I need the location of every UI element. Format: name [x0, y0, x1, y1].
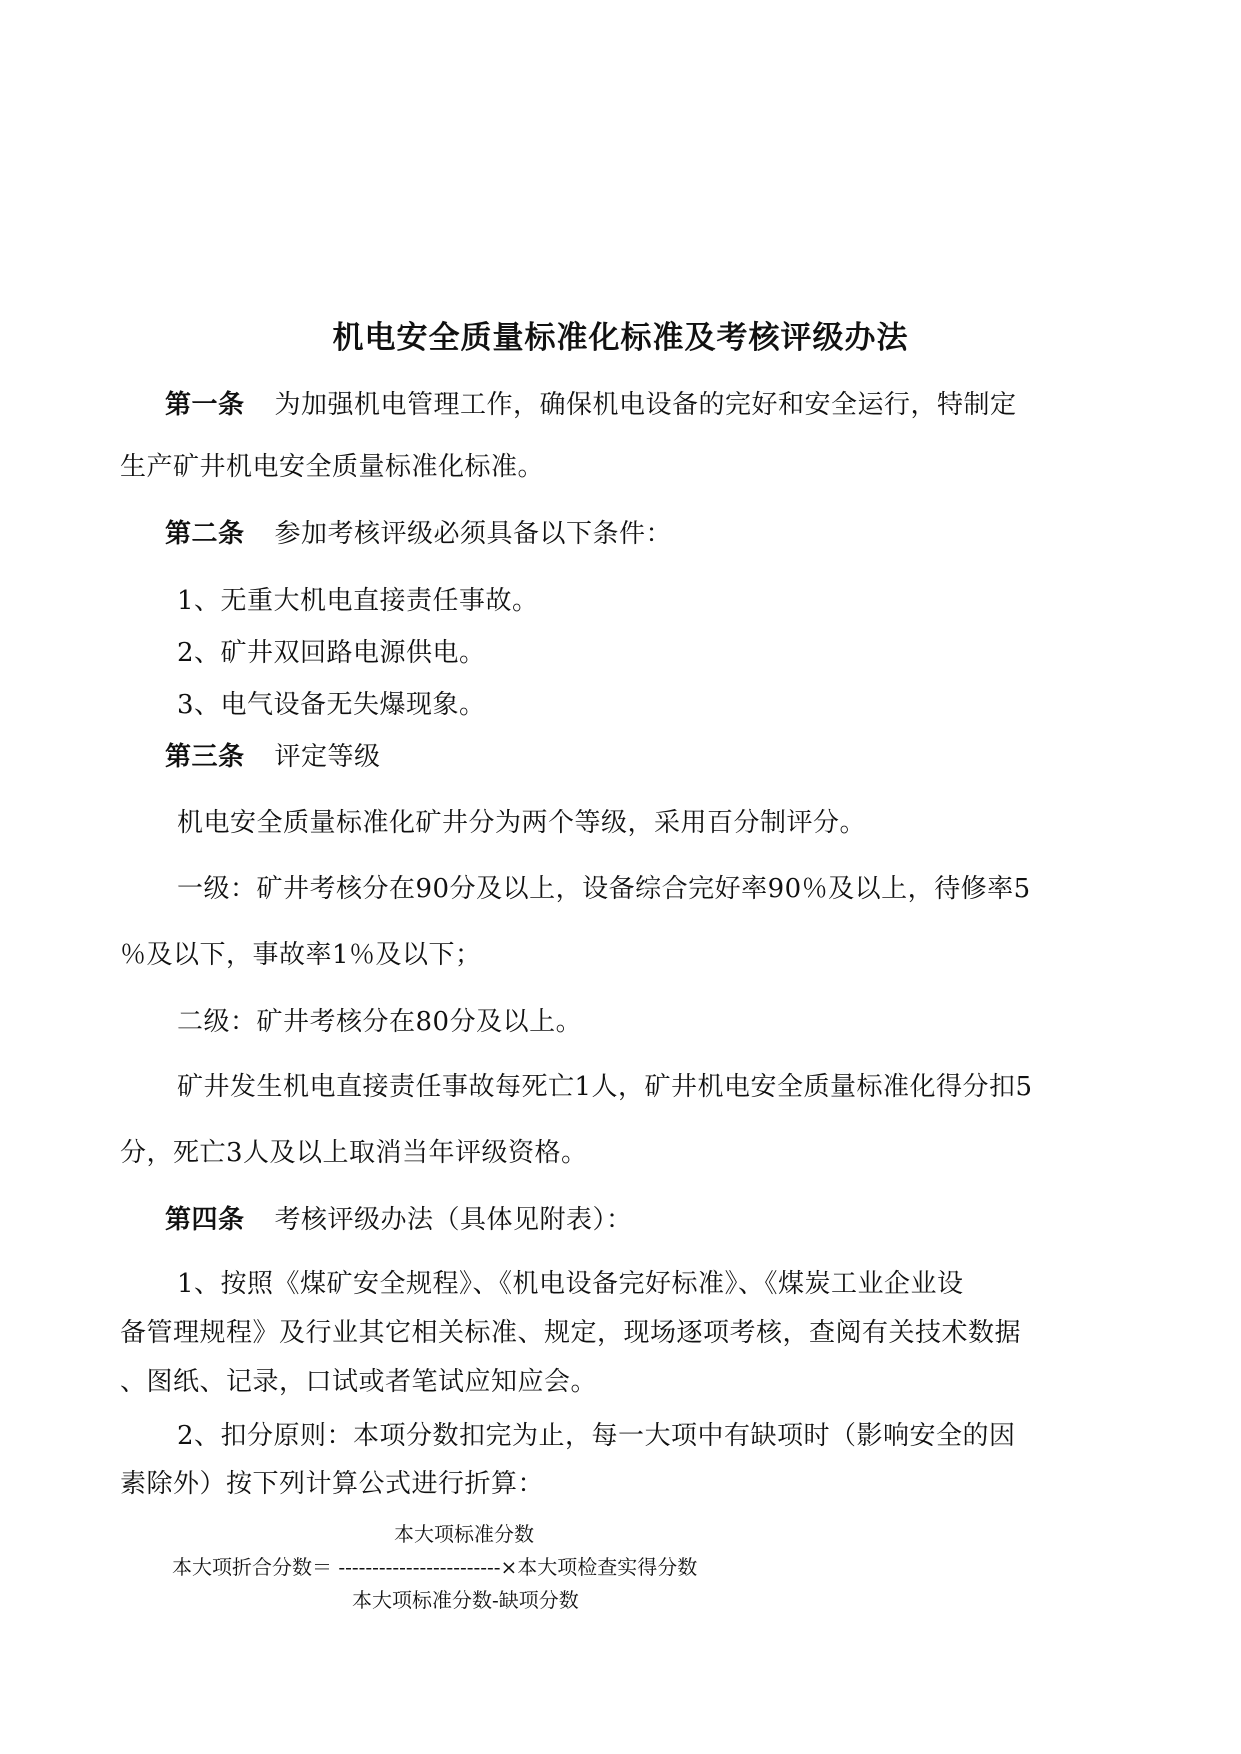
article-2-item-3: 3、电气设备无失爆现象。	[177, 690, 486, 720]
article-3-paragraph-1: 机电安全质量标准化矿井分为两个等级，采用百分制评分。	[177, 808, 867, 838]
article-4-paragraph-1-line-1: 1、按照《煤矿安全规程》、《机电设备完好标准》、《煤炭工业企业设	[177, 1269, 964, 1299]
article-1-line-1	[165, 384, 1017, 421]
article-2-text: 参加考核评级必须具备以下条件：	[274, 519, 673, 549]
article-1-label: 第一条	[165, 390, 245, 420]
article-4-paragraph-1-line-2: 备管理规程》及行业其它相关标准、规定，现场逐项考核，查阅有关技术数据	[120, 1318, 1022, 1348]
article-3-paragraph-2-line-1: 一级：矿井考核分在90分及以上，设备综合完好率90％及以上，待修率5	[177, 874, 1031, 904]
article-2-item-2: 2、矿井双回路电源供电。	[177, 638, 486, 668]
article-3-text: 评定等级	[274, 742, 381, 772]
article-4-paragraph-1-line-3: 、图纸、记录，口试或者笔试应知应会。	[120, 1367, 598, 1397]
article-3-paragraph-2-line-2: ％及以下，事故率1％及以下；	[120, 940, 482, 970]
article-4-paragraph-2-line-2: 素除外）按下列计算公式进行折算：	[120, 1469, 545, 1499]
article-1-text: 为加强机电管理工作，确保机电设备的完好和安全运行，特制定	[274, 390, 1017, 420]
article-2-label: 第二条	[165, 519, 245, 549]
article-3-paragraph-4-line-2: 分，死亡3人及以上取消当年评级资格。	[120, 1138, 588, 1168]
article-3-paragraph-4-line-1: 矿井发生机电直接责任事故每死亡1人，矿井机电安全质量标准化得分扣5	[177, 1072, 1033, 1102]
article-3-line	[165, 736, 381, 773]
article-3-paragraph-3: 二级：矿井考核分在80分及以上。	[177, 1007, 583, 1037]
article-4-text: 考核评级办法（具体见附表）：	[274, 1205, 633, 1235]
document-title: 机电安全质量标准化标准及考核评级办法	[332, 320, 909, 356]
article-4-line	[165, 1199, 633, 1236]
formula-main-line: 本大项折合分数＝ ------------------------×本大项检查实得分数	[172, 1555, 698, 1579]
article-1-line-2: 生产矿井机电安全质量标准化标准。	[120, 452, 545, 482]
article-2-item-1: 1、无重大机电直接责任事故。	[177, 586, 539, 616]
article-4-label: 第四条	[165, 1205, 245, 1235]
article-3-label: 第三条	[165, 742, 245, 772]
formula-numerator: 本大项标准分数	[394, 1522, 534, 1546]
article-4-paragraph-2-line-1: 2、扣分原则：本项分数扣完为止，每一大项中有缺项时（影响安全的因	[177, 1421, 1016, 1451]
article-2-line	[165, 513, 672, 550]
formula-denominator: 本大项标准分数-缺项分数	[352, 1588, 579, 1612]
